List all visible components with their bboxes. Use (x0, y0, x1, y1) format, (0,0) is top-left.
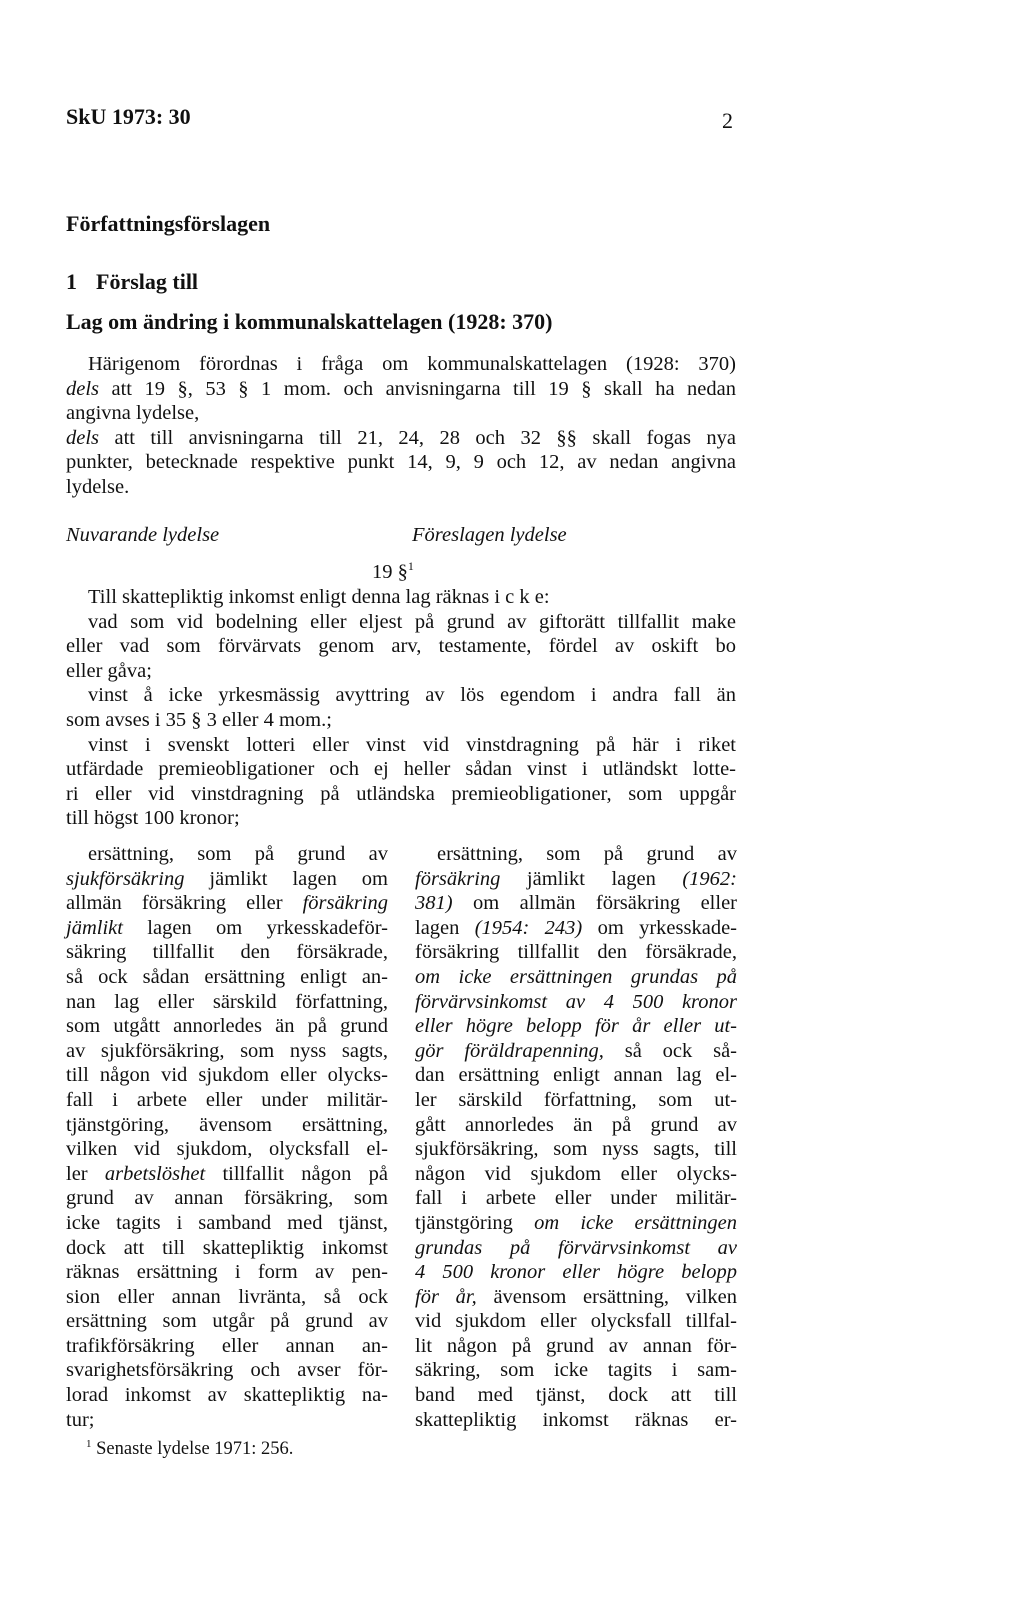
text-segment: fall i arbete eller under militär- (415, 1187, 737, 1210)
text-segment: ersättning, som på grund av (437, 843, 737, 865)
column-line (66, 1309, 388, 1334)
text-segment: lorad inkomst av skattepliktig na- (66, 1384, 388, 1407)
intro-line (66, 426, 736, 451)
text-segment: ävensom ersättning, vilken (476, 1285, 737, 1308)
text-segment: om allmän försäkring eller (452, 892, 737, 915)
proposed-wording-column (415, 842, 737, 1432)
column-line (66, 990, 388, 1015)
text-segment: säkring, som icke tagits i sam- (415, 1359, 737, 1382)
footnote-ref: 1 (407, 559, 414, 573)
column-line (66, 916, 388, 941)
column-line (66, 1383, 388, 1408)
text-segment: tjänstgöring (415, 1211, 535, 1234)
column-line (66, 1137, 388, 1162)
intro-line-rest: att 19 §, 53 § 1 mom. och anvisningarna till 19 § skall ha nedan (99, 377, 736, 400)
column-line (66, 1358, 388, 1383)
column-line (415, 1162, 737, 1187)
column-line (415, 965, 737, 990)
current-version-heading: Nuvarande lydelse (66, 524, 220, 546)
column-line (415, 1408, 737, 1433)
column-line (415, 1334, 737, 1359)
text-segment: säkring tillfallit den försäkrade, (66, 941, 388, 964)
column-line (66, 1014, 388, 1039)
common-line: vinst å icke yrkesmässig avyttring av lös egendom i andra fall än (88, 684, 736, 707)
intro-line: punkter, betecknade respektive punkt 14, 9, 9 och 12, av nedan angivna (66, 451, 736, 474)
column-line (415, 1358, 737, 1383)
column-line (415, 1211, 737, 1236)
intro-line: lydelse. (66, 475, 130, 498)
column-line (66, 940, 388, 965)
text-segment: tur; (66, 1408, 95, 1431)
column-line (415, 867, 737, 892)
italic-segment: för år, (415, 1285, 477, 1308)
paragraph-label (372, 559, 414, 584)
text-segment: till någon vid sjukdom eller olycks- (66, 1064, 388, 1087)
text-segment: skattepliktig inkomst räknas er- (415, 1408, 737, 1431)
proposal-title: Förslag till (96, 269, 199, 294)
italic-segment: försäkring (415, 867, 501, 890)
column-line (415, 1186, 737, 1211)
text-segment: dan ersättning enligt annan lag el- (415, 1064, 737, 1087)
common-line: eller gåva; (66, 659, 152, 682)
italic-segment: (1954: 243) (474, 916, 583, 939)
column-line (66, 1113, 388, 1138)
law-title: Lag om ändring i kommunalskattelagen (1928: 370) (66, 309, 553, 334)
text-segment: nan lag eller särskild författning, (66, 990, 388, 1013)
column-line (415, 1063, 737, 1088)
text-segment: sjukförsäkring, som nyss sagts, till (415, 1138, 737, 1161)
common-line: till högst 100 kronor; (66, 807, 240, 830)
italic-segment: arbetslöshet (104, 1162, 206, 1185)
column-line (66, 842, 388, 867)
italic-segment: (1962: (682, 867, 737, 890)
text-segment: svarighetsförsäkring och avser för- (66, 1359, 388, 1382)
column-line (66, 1211, 388, 1236)
column-line (66, 965, 388, 990)
intro-dels-2: dels (66, 426, 100, 449)
footnote-mark: 1 (86, 1438, 92, 1450)
text-segment: sion eller annan livränta, så ock (66, 1285, 388, 1308)
column-line (66, 1260, 388, 1285)
text-segment: lagen (415, 916, 475, 939)
current-wording-column (66, 842, 388, 1432)
italic-segment: förvärvsinkomst av 4 500 kronor (415, 990, 737, 1013)
column-line (415, 916, 737, 941)
text-segment: räknas ersättning i form av pen- (66, 1261, 388, 1284)
footnote (86, 1438, 293, 1460)
column-line (415, 1236, 737, 1261)
text-segment: dock att till skattepliktig inkomst (66, 1236, 388, 1259)
text-segment: fall i arbete eller under militär- (66, 1088, 388, 1111)
paragraph-number: 19 § (372, 560, 408, 583)
text-segment: icke tagits i samband med tjänst, (66, 1211, 388, 1234)
text-segment: så ock så- (603, 1039, 737, 1062)
text-segment: trafikförsäkring eller annan an- (66, 1334, 388, 1357)
common-line: vad som vid bodelning eller eljest på grund av giftorätt tillfallit make (88, 610, 736, 633)
text-segment: tillfallit någon på (205, 1162, 388, 1185)
italic-segment: gör föräldrapenning, (415, 1039, 604, 1062)
proposed-version-heading: Föreslagen lydelse (412, 524, 567, 546)
intro-line (66, 377, 736, 402)
proposal-number: 1 (66, 269, 77, 294)
intro-line: angivna lydelse, (66, 402, 200, 425)
text-segment: grund av annan försäkring, som (66, 1187, 388, 1210)
italic-segment: jämlikt (66, 916, 123, 939)
italic-segment: 4 500 kronor eller högre belopp (415, 1261, 737, 1284)
column-line (66, 1334, 388, 1359)
text-segment: om yrkesskade- (582, 916, 737, 939)
italic-segment: 381) (415, 892, 453, 915)
italic-segment: om icke ersättningen grundas på (415, 965, 737, 988)
column-line (415, 1039, 737, 1064)
column-line (66, 1285, 388, 1310)
column-line (66, 1063, 388, 1088)
intro-dels-1: dels (66, 377, 100, 400)
italic-segment: sjukförsäkring (66, 867, 185, 890)
common-line: ri eller vid vinstdragning på utländska premieobligationer, som uppgår (66, 782, 736, 805)
column-line (66, 867, 388, 892)
italic-segment: grundas på förvärvsinkomst av (415, 1236, 737, 1259)
column-line (66, 1039, 388, 1064)
text-segment: band med tjänst, dock att till (415, 1384, 737, 1407)
column-line (415, 1137, 737, 1162)
column-line (66, 1236, 388, 1261)
text-segment: lagen om yrkesskadeför- (122, 916, 388, 939)
common-line: som avses i 35 § 3 eller 4 mom.; (66, 708, 332, 731)
column-line (415, 1088, 737, 1113)
intro-paragraph (66, 352, 736, 500)
intro-line: Härigenom förordnas i fråga om kommunalskattelagen (1928: 370) (88, 353, 736, 375)
column-line (66, 1088, 388, 1113)
text-segment: gått annorledes än på grund av (415, 1113, 737, 1136)
text-segment: någon vid sjukdom eller olycks- (415, 1162, 737, 1185)
text-segment: vid sjukdom eller olycksfall tillfal- (415, 1310, 737, 1333)
italic-segment: eller högre belopp för år eller ut- (415, 1015, 737, 1038)
text-segment: ersättning, som på grund av (88, 843, 388, 865)
text-segment: lit någon på grund av annan för- (415, 1334, 737, 1357)
column-line (415, 1383, 737, 1408)
intro-line-rest: att till anvisningarna till 21, 24, 28 och 32 §§ skall fogas nya (99, 426, 736, 449)
common-line: vinst i svenskt lotteri eller vinst vid vinstdragning på här i riket (88, 733, 736, 756)
text-segment: försäkring tillfallit den försäkrade, (415, 941, 737, 964)
column-line (415, 891, 737, 916)
section-title: Författningsförslagen (66, 211, 271, 236)
column-line (415, 990, 737, 1015)
column-line (415, 1113, 737, 1138)
column-line (66, 1186, 388, 1211)
column-line (415, 1014, 737, 1039)
document-reference: SkU 1973: 30 (66, 104, 191, 129)
column-line (415, 1285, 737, 1310)
text-segment: ersättning som utgår på grund av (66, 1310, 388, 1333)
column-line (66, 1408, 388, 1433)
column-line (415, 1309, 737, 1334)
common-line: utfärdade premieobligationer och ej heller sådan vinst i utländskt lotte- (66, 758, 736, 781)
text-segment: allmän försäkring eller (66, 892, 303, 915)
text-segment: som utgått annorledes än på grund (66, 1015, 388, 1038)
italic-segment: försäkring (302, 892, 388, 915)
footnote-text: Senaste lydelse 1971: 256. (96, 1439, 294, 1460)
text-segment: jämlikt lagen (500, 867, 683, 890)
text-segment: ler särskild författning, som ut- (415, 1088, 737, 1111)
column-line (415, 842, 737, 867)
common-text-block (66, 585, 736, 831)
text-segment: ler (66, 1162, 105, 1185)
italic-segment: om icke ersättningen (534, 1211, 737, 1234)
text-segment: vilken vid sjukdom, olycksfall el- (66, 1138, 388, 1161)
text-segment: av sjukförsäkring, som nyss sagts, (66, 1039, 388, 1062)
common-line: eller vad som förvärvats genom arv, testamente, fördel av oskift bo (66, 635, 736, 658)
column-line (66, 1162, 388, 1187)
common-line: Till skattepliktig inkomst enligt denna lag räknas i c k e: (88, 586, 550, 608)
text-segment: tjänstgöring, ävensom ersättning, (66, 1113, 388, 1136)
column-line (415, 940, 737, 965)
text-segment: så ock sådan ersättning enligt an- (66, 965, 388, 988)
column-line (415, 1260, 737, 1285)
text-segment: jämlikt lagen om (184, 867, 388, 890)
page-number: 2 (722, 108, 733, 133)
column-line (66, 891, 388, 916)
